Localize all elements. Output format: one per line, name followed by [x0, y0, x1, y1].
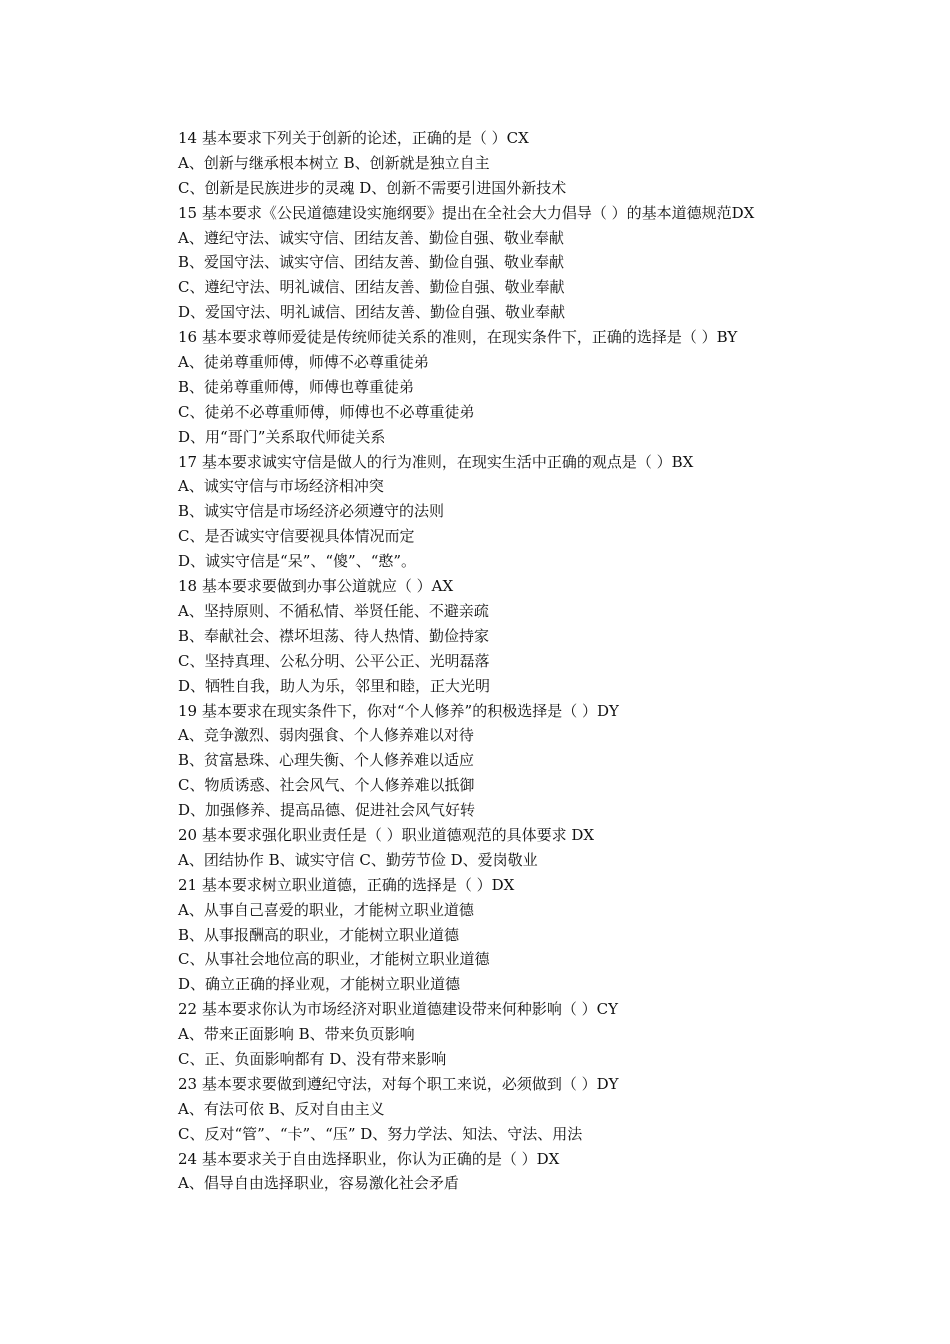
question-19-option-c: C、物质诱惑、社会风气、个人修养难以抵御	[178, 776, 475, 795]
question-16-option-b: B、徒弟尊重师傅，师傅也尊重徒弟	[178, 377, 415, 396]
question-21-option-a: A、从事自己喜爱的职业，才能树立职业道德	[178, 900, 474, 919]
question-16-option-c: C、徒弟不必尊重师傅，师傅也不必尊重徒弟	[178, 402, 475, 421]
question-19-stem: 19 基本要求在现实条件下，你对“个人修养”的积极选择是（ ）DY	[178, 701, 619, 720]
question-15-option-b: B、爱国守法、诚实守信、团结友善、勤俭自强、敬业奉献	[178, 253, 565, 272]
question-14-option-line: A、创新与继承根本树立 B、创新就是独立自主	[178, 153, 490, 172]
question-15-option-d: D、爱国守法、明礼诚信、团结友善、勤俭自强、敬业奉献	[178, 303, 566, 322]
question-15-stem: 15 基本要求《公民道德建设实施纲要》提出在全社会大力倡导（ ）的基本道德规范DX	[178, 203, 755, 222]
question-21-option-d: D、确立正确的择业观，才能树立职业道德	[178, 975, 461, 994]
question-18-stem: 18 基本要求要做到办事公道就应（ ）AX	[178, 577, 454, 596]
question-18-option-c: C、坚持真理、公私分明、公平公正、光明磊落	[178, 651, 490, 670]
question-18-option-b: B、奉献社会、襟坏坦荡、待人热情、勤俭持家	[178, 626, 490, 645]
question-19-option-b: B、贫富悬珠、心理失衡、个人修养难以适应	[178, 751, 475, 770]
question-15-option-c: C、遵纪守法、明礼诚信、团结友善、勤俭自强、敬业奉献	[178, 278, 565, 297]
question-24-stem: 24 基本要求关于自由选择职业，你认为正确的是（ ）DX	[178, 1149, 560, 1168]
question-15-option-a: A、遵纪守法、诚实守信、团结友善、勤俭自强、敬业奉献	[178, 228, 564, 247]
question-20-stem: 20 基本要求强化职业责任是（ ）职业道德观范的具体要求 DX	[178, 825, 595, 844]
question-19-option-d: D、加强修养、提高品德、促进社会风气好转	[178, 801, 476, 820]
question-22-stem: 22 基本要求你认为市场经济对职业道德建设带来何种影响（ ）CY	[178, 1000, 619, 1019]
question-21-option-c: C、从事社会地位高的职业，才能树立职业道德	[178, 950, 490, 969]
question-18-option-a: A、坚持原则、不循私情、举贤任能、不避亲疏	[178, 601, 489, 620]
question-list	[143, 126, 813, 1196]
question-17-option-d: D、诚实守信是“呆”、“傻”、“憨”。	[178, 552, 417, 571]
question-22-option-line: C、正、负面影响都有 D、没有带来影响	[178, 1049, 447, 1068]
question-24-option-a: A、倡导自由选择职业，容易激化社会矛盾	[178, 1174, 459, 1193]
question-19-option-a: A、竞争激烈、弱肉强食、个人修养难以对待	[178, 726, 474, 745]
question-14-stem: 14 基本要求下列关于创新的论述，正确的是（ ）CX	[178, 129, 529, 147]
question-23-option-line: A、有法可依 B、反对自由主义	[178, 1099, 385, 1118]
question-17-option-c: C、是否诚实守信要视具体情况而定	[178, 527, 415, 546]
question-21-stem: 21 基本要求树立职业道德，正确的选择是（ ）DX	[178, 875, 515, 894]
question-21-option-b: B、从事报酬高的职业，才能树立职业道德	[178, 925, 460, 944]
question-16-option-d: D、用“哥门”关系取代师徒关系	[178, 427, 386, 446]
question-16-stem: 16 基本要求尊师爱徒是传统师徒关系的准则，在现实条件下，正确的选择是（ ）BY	[178, 328, 738, 347]
question-23-option-line: C、反对“管”、“卡”、“压” D、努力学法、知法、守法、用法	[178, 1124, 583, 1143]
question-17-stem: 17 基本要求诚实守信是做人的行为准则，在现实生活中正确的观点是（ ）BX	[178, 452, 694, 471]
question-23-stem: 23 基本要求要做到遵纪守法，对每个职工来说，必须做到（ ）DY	[178, 1074, 619, 1093]
question-17-option-a: A、诚实守信与市场经济相冲突	[178, 477, 384, 496]
question-22-option-line: A、带来正面影响 B、带来负页影响	[178, 1025, 415, 1044]
question-18-option-d: D、牺牲自我，助人为乐，邻里和睦，正大光明	[178, 676, 491, 695]
question-20-option-line: A、团结协作 B、诚实守信 C、勤劳节俭 D、爱岗敬业	[178, 850, 538, 869]
question-14-option-line: C、创新是民族进步的灵魂 D、创新不需要引进国外新技术	[178, 178, 567, 197]
question-16-option-a: A、徒弟尊重师傅，师傅不必尊重徒弟	[178, 353, 429, 372]
question-17-option-b: B、诚实守信是市场经济必须遵守的法则	[178, 502, 445, 521]
